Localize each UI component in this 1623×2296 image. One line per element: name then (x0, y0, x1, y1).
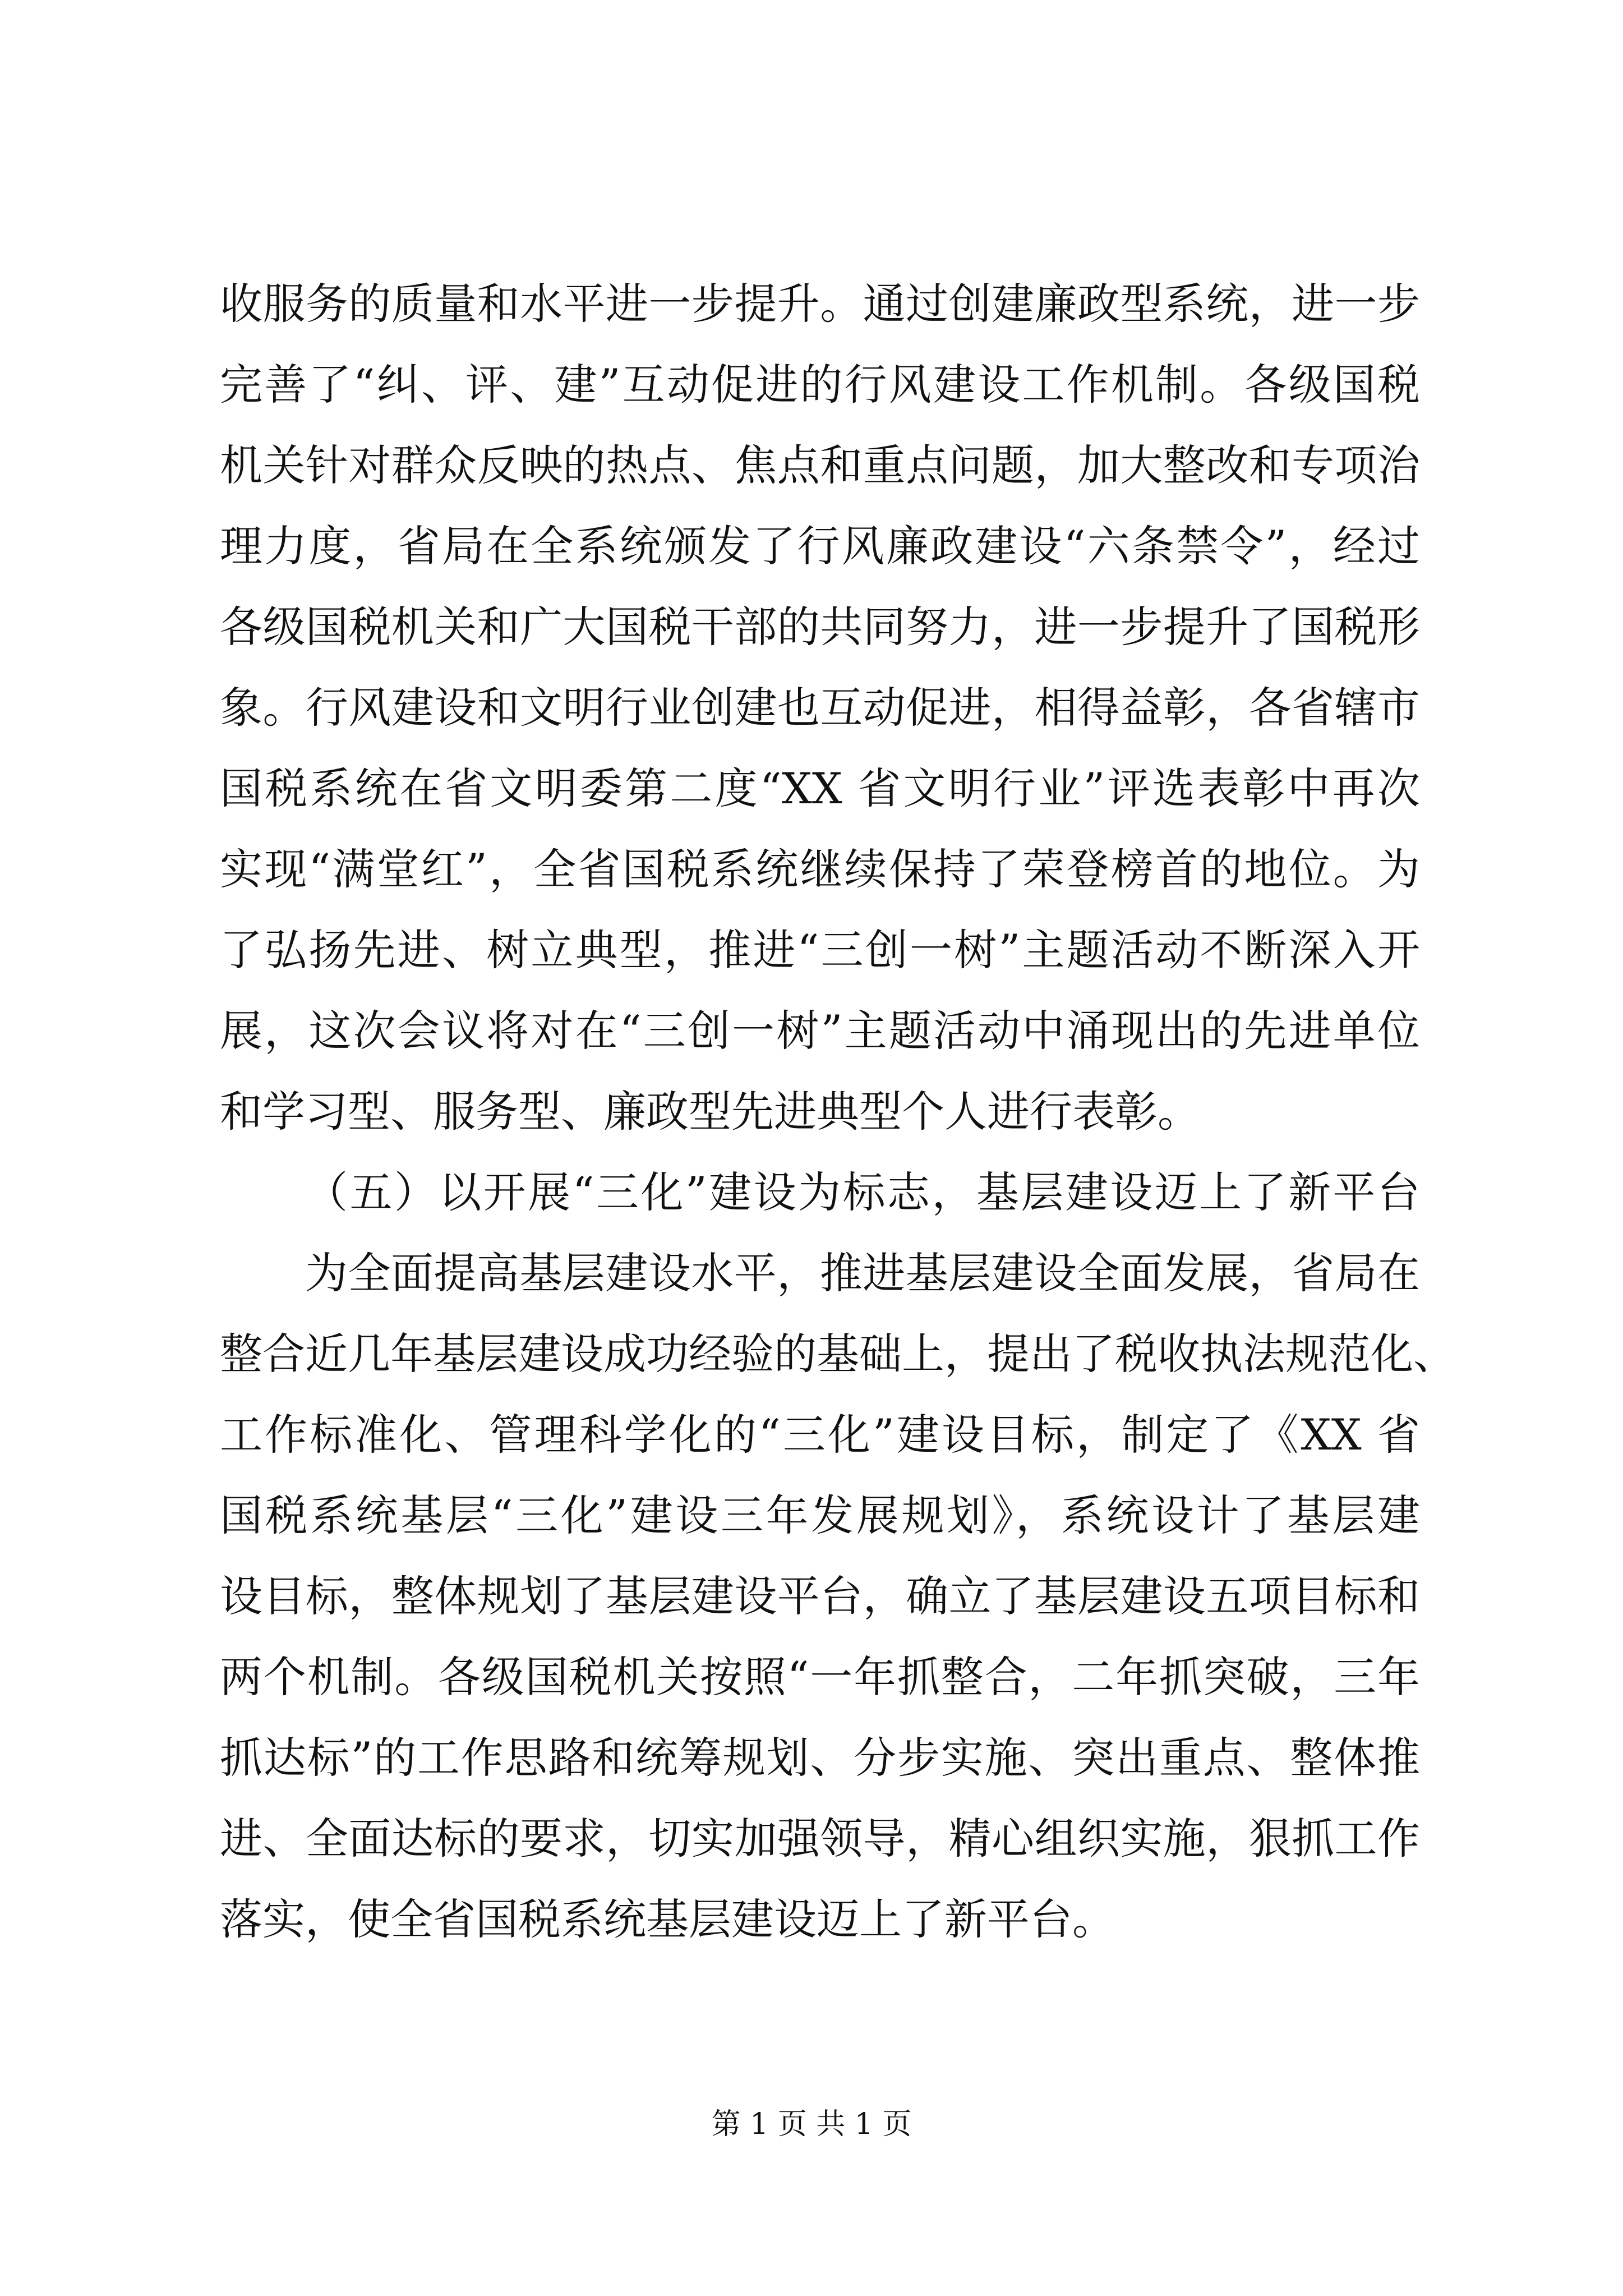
text-line: 实现“满堂红”，全省国税系统继续保持了荣登榜首的地位。为 (220, 844, 1420, 894)
text-line: 设目标，整体规划了基层建设平台，确立了基层建设五项目标和 (220, 1571, 1420, 1621)
text-line: 了弘扬先进、树立典型，推进“三创一树”主题活动不断深入开 (220, 925, 1420, 975)
text-line: 象。行风建设和文明行业创建也互动促进，相得益彰，各省辖市 (220, 683, 1420, 733)
text-line: 国税系统在省文明委第二度“XX 省文明行业”评选表彰中再次 (220, 763, 1420, 813)
text-line: 两个机制。各级国税机关按照“一年抓整合，二年抓突破，三年 (220, 1652, 1420, 1702)
text-line: 进、全面达标的要求，切实加强领导，精心组织实施，狠抓工作 (220, 1814, 1420, 1864)
text-line: 机关针对群众反映的热点、焦点和重点问题，加大整改和专项治 (220, 440, 1420, 490)
text-line: 收服务的质量和水平进一步提升。通过创建廉政型系统，进一步 (220, 279, 1420, 329)
text-line: 完善了“纠、评、建”互动促进的行风建设工作机制。各级国税 (220, 360, 1420, 409)
text-line: 工作标准化、管理科学化的“三化”建设目标，制定了《XX 省 (220, 1410, 1420, 1460)
document-body (220, 264, 1456, 1960)
text-line: 整合近几年基层建设成功经验的基础上，提出了税收执法规范化、 (220, 1329, 1456, 1379)
text-line: （五）以开展“三化”建设为标志，基层建设迈上了新平台 (305, 1167, 1420, 1217)
page-footer: 第 1 页 共 1 页 (711, 2108, 912, 2141)
text-line: 各级国税机关和广大国税干部的共同努力，进一步提升了国税形 (220, 602, 1420, 652)
text-line: 为全面提高基层建设水平，推进基层建设全面发展，省局在 (305, 1248, 1420, 1298)
text-line: 理力度，省局在全系统颁发了行风廉政建设“六条禁令”，经过 (220, 521, 1420, 571)
text-line: 和学习型、服务型、廉政型先进典型个人进行表彰。 (220, 1087, 1200, 1137)
text-line: 抓达标”的工作思路和统筹规划、分步实施、突出重点、整体推 (220, 1733, 1420, 1783)
text-line: 展，这次会议将对在“三创一树”主题活动中涌现出的先进单位 (220, 1006, 1420, 1056)
text-line: 落实，使全省国税系统基层建设迈上了新平台。 (220, 1894, 1115, 1944)
text-line: 国税系统基层“三化”建设三年发展规划》，系统设计了基层建 (220, 1490, 1420, 1540)
